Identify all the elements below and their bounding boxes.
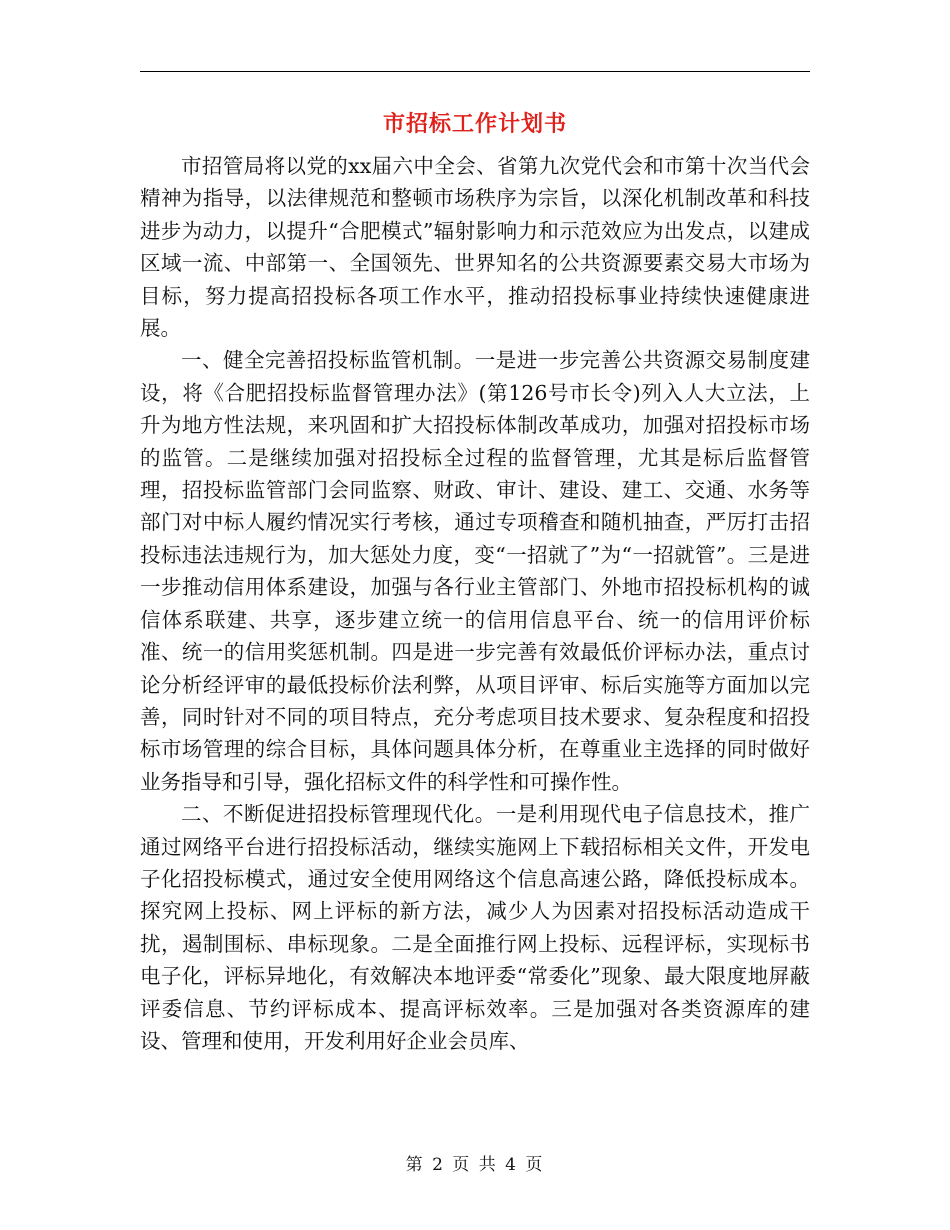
paragraph-section-one: 一、健全完善招投标监管机制。一是进一步完善公共资源交易制度建设，将《合肥招投标监督管理办法》(第126号市长令)列入人大立法，上升为地方性法规，来巩固和扩大招投标体制改革成功，加强对招投标市场的监管。二是继续加强对招投标全过程的监督管理，尤其是标后监督管理，招投标监管部门会同监察、财政、审计、建设、建工、交通、水务等部门对中标人履约情况实行考核，通过专项稽查和随机抽查，严厉打击招投标违法违规行为，加大惩处力度，变“一招就了”为“一招就管”。三是进一步推动信用体系建设，加强与各行业主管部门、外地市招投标机构的诚信体系联建、共享，逐步建立统一的信用信息平台、统一的信用评价标准、统一的信用奖惩机制。四是进一步完善有效最低价评标办法，重点讨论分析经评审的最低投标价法利弊，从项目评审、标后实施等方面加以完善，同时针对不同的项目特点，充分考虑项目技术要求、复杂程度和招投标市场管理的综合目标，具体问题具体分析，在尊重业主选择的同时做好业务指导和引导，强化招标文件的科学性和可操作性。 <box>140 348 810 794</box>
document-title: 市招标工作计划书 <box>382 111 567 137</box>
paragraph-section-two: 二、不断促进招投标管理现代化。一是利用现代电子信息技术，推广通过网络平台进行招投标活动，继续实施网上下载招标相关文件，开发电子化招投标模式，通过安全使用网络这个信息高速公路，降低投标成本。探究网上投标、网上评标的新方法，减少人为因素对招投标活动造成干扰，遏制围标、串标现象。二是全面推行网上投标、远程评标，实现标书电子化，评标异地化，有效解决本地评委“常委化”现象、最大限度地屏蔽评委信息、节约评标成本、提高评标效率。三是加强对各类资源库的建设、管理和使用，开发利用好企业会员库、 <box>140 802 810 1053</box>
header-rule <box>140 71 810 72</box>
page-number-footer: 第 2 页 共 4 页 <box>405 1155 545 1175</box>
paragraph-intro: 市招管局将以党的xx届六中全会、省第九次党代会和市第十次当代会精神为指导，以法律规范和整顿市场秩序为宗旨，以深化机制改革和科技进步为动力，以提升“合肥模式”辐射影响力和示范效应为出发点，以建成区域一流、中部第一、全国领先、世界知名的公共资源要素交易大市场为目标，努力提高招投标各项工作水平，推动招投标事业持续快速健康进展。 <box>140 154 810 341</box>
document-body <box>140 150 810 1057</box>
